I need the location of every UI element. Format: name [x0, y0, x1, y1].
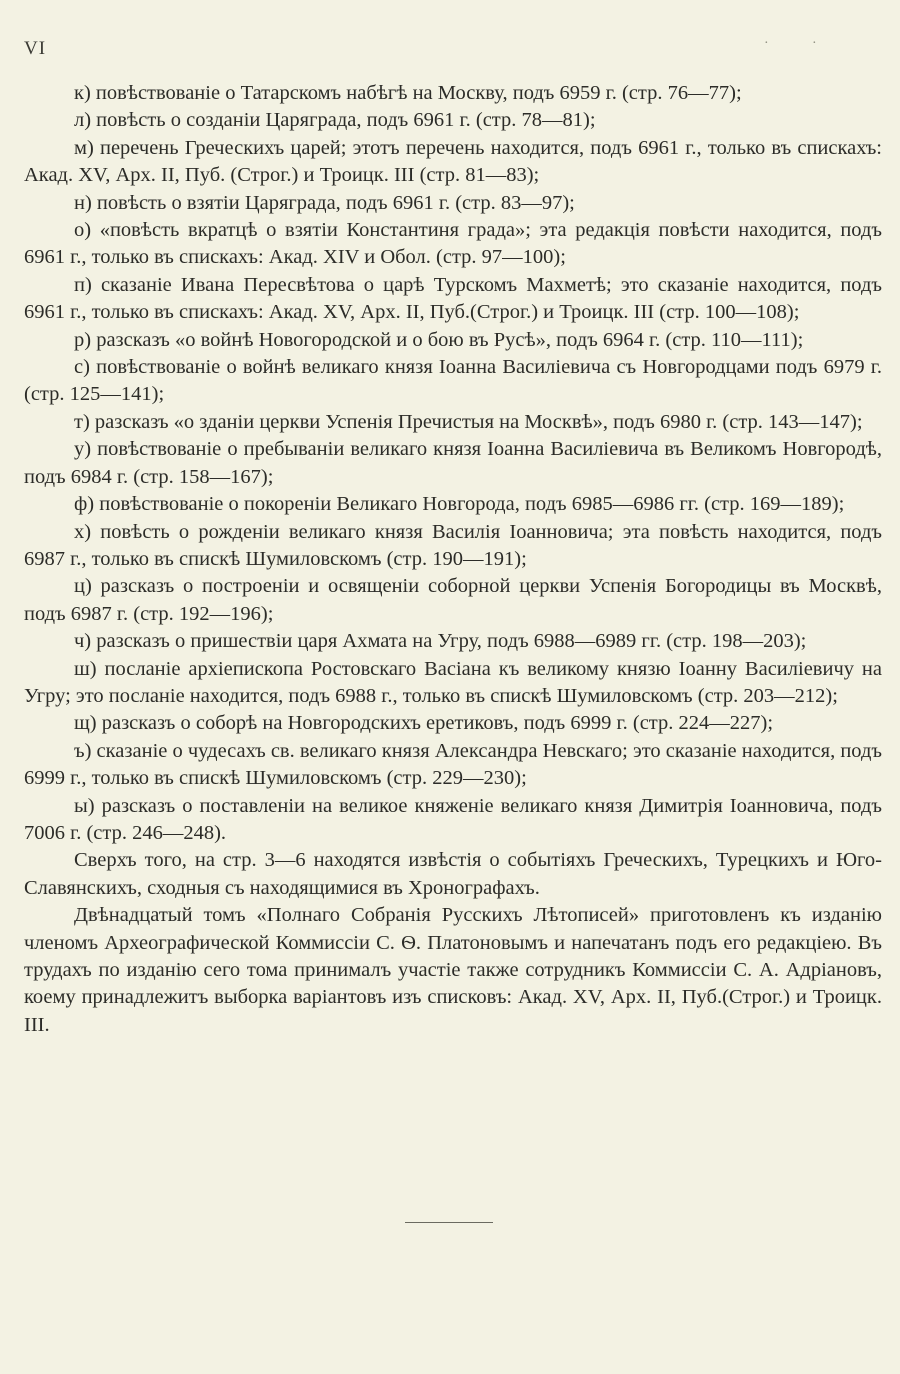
list-item: ъ) сказаніе о чудесахъ св. великаго князя Александра Невскаго; это сказаніе находится, подъ 6999 г., только въ спискѣ Шумиловскомъ (стр. 229—230);: [24, 739, 882, 790]
list-item: с) повѣствованіе о войнѣ великаго князя Іоанна Василіевича съ Новгородцами подъ 6979 г. (стр. 125—141);: [24, 356, 882, 406]
list-item: м) перечень Греческихъ царей; этотъ перечень находится, подъ 6961 г., только въ спискахъ: Акад. XV, Арх. II, Пуб. (Строг.) и Троицк. III (стр. 81—83);: [24, 136, 882, 187]
list-item: р) разсказъ «о войнѣ Новогородской и о бою въ Русѣ», подъ 6964 г. (стр. 110—111);: [74, 328, 804, 351]
list-item: ч) разсказъ о пришествіи царя Ахмата на Угру, подъ 6988—6989 гг. (стр. 198—203);: [74, 630, 807, 653]
list-item: о) «повѣсть вкратцѣ о взятіи Константиня града»; эта редакція повѣсти находится, подъ 6961 г., только въ спискахъ: Акад. XIV и Обол. (стр. 97—100);: [24, 219, 882, 269]
body-paragraph: Сверхъ того, на стр. 3—6 находятся извѣстія о событіяхъ Греческихъ, Турецкихъ и Юго-Славянскихъ, сходныя съ находящимися въ Хронографахъ.: [24, 849, 882, 899]
list-item: ы) разсказъ о поставленіи на великое княженіе великаго князя Димитрія Іоанновича, подъ 7006 г. (стр. 246—248).: [24, 794, 882, 844]
list-item: ф) повѣствованіе о покореніи Великаго Новгорода, подъ 6985—6986 гг. (стр. 169—189);: [74, 493, 845, 516]
body-text: [24, 80, 882, 1039]
list-item: к) повѣствованіе о Татарскомъ набѣгѣ на Москву, подъ 6959 г. (стр. 76—77);: [74, 82, 742, 104]
list-item: щ) разсказъ о соборѣ на Новгородскихъ еретиковъ, подъ 6999 г. (стр. 224—227);: [74, 712, 774, 735]
list-item: ц) разсказъ о построеніи и освященіи соборной церкви Успенія Богородицы въ Москвѣ, подъ 6987 г. (стр. 192—196);: [24, 575, 882, 625]
list-item: х) повѣсть о рожденіи великаго князя Василія Іоанновича; эта повѣсть находится, подъ 6987 г., только въ спискѣ Шумиловскомъ (стр. 190—191);: [24, 520, 882, 570]
list-item: п) сказаніе Ивана Пересвѣтова о царѣ Турскомъ Махметѣ; это сказаніе находится, подъ 6961 г., только въ спискахъ: Акад. XV, Арх. II, Пуб.(Строг.) и Троицк. III (стр. 100—108);: [24, 273, 882, 324]
body-paragraph: Двѣнадцатый томъ «Полнаго Собранія Русскихъ Лѣтописей» приготовленъ къ изданію членомъ Археографической Коммиссіи С. Ѳ. Платоновымъ и напечатанъ подъ его редакціею. Въ трудахъ по изданію сего тома принималъ участіе также сотрудникъ Коммиссіи С. А. Адріановъ, коему принадлежитъ выборка варіантовъ изъ списковъ: Акад. XV, Арх. II, Пуб.(Строг.) и Троицк. III.: [24, 904, 882, 1036]
list-item: у) повѣствованіе о пребываніи великаго князя Іоанна Василіевича въ Великомъ Новгородѣ, подъ 6984 г. (стр. 158—167);: [24, 438, 882, 488]
list-item: л) повѣсть о созданіи Царяграда, подъ 6961 г. (стр. 78—81);: [74, 109, 596, 132]
list-item: т) разсказъ «о зданіи церкви Успенія Пречистыя на Москвѣ», подъ 6980 г. (стр. 143—147);: [74, 410, 863, 433]
print-speck-mark: ·: [764, 36, 769, 51]
page-number: VI: [24, 38, 47, 59]
list-item: н) повѣсть о взятіи Царяграда, подъ 6961 г. (стр. 83—97);: [74, 191, 575, 214]
print-speck-mark: ·: [812, 36, 817, 51]
closing-rule: [405, 1222, 493, 1223]
list-item: ш) посланіе архіепископа Ростовскаго Васіана къ великому князю Іоанну Василіевичу на Угру; это посланіе находится, подъ 6988 г., только въ спискѣ Шумиловскомъ (стр. 203—212);: [24, 657, 882, 707]
